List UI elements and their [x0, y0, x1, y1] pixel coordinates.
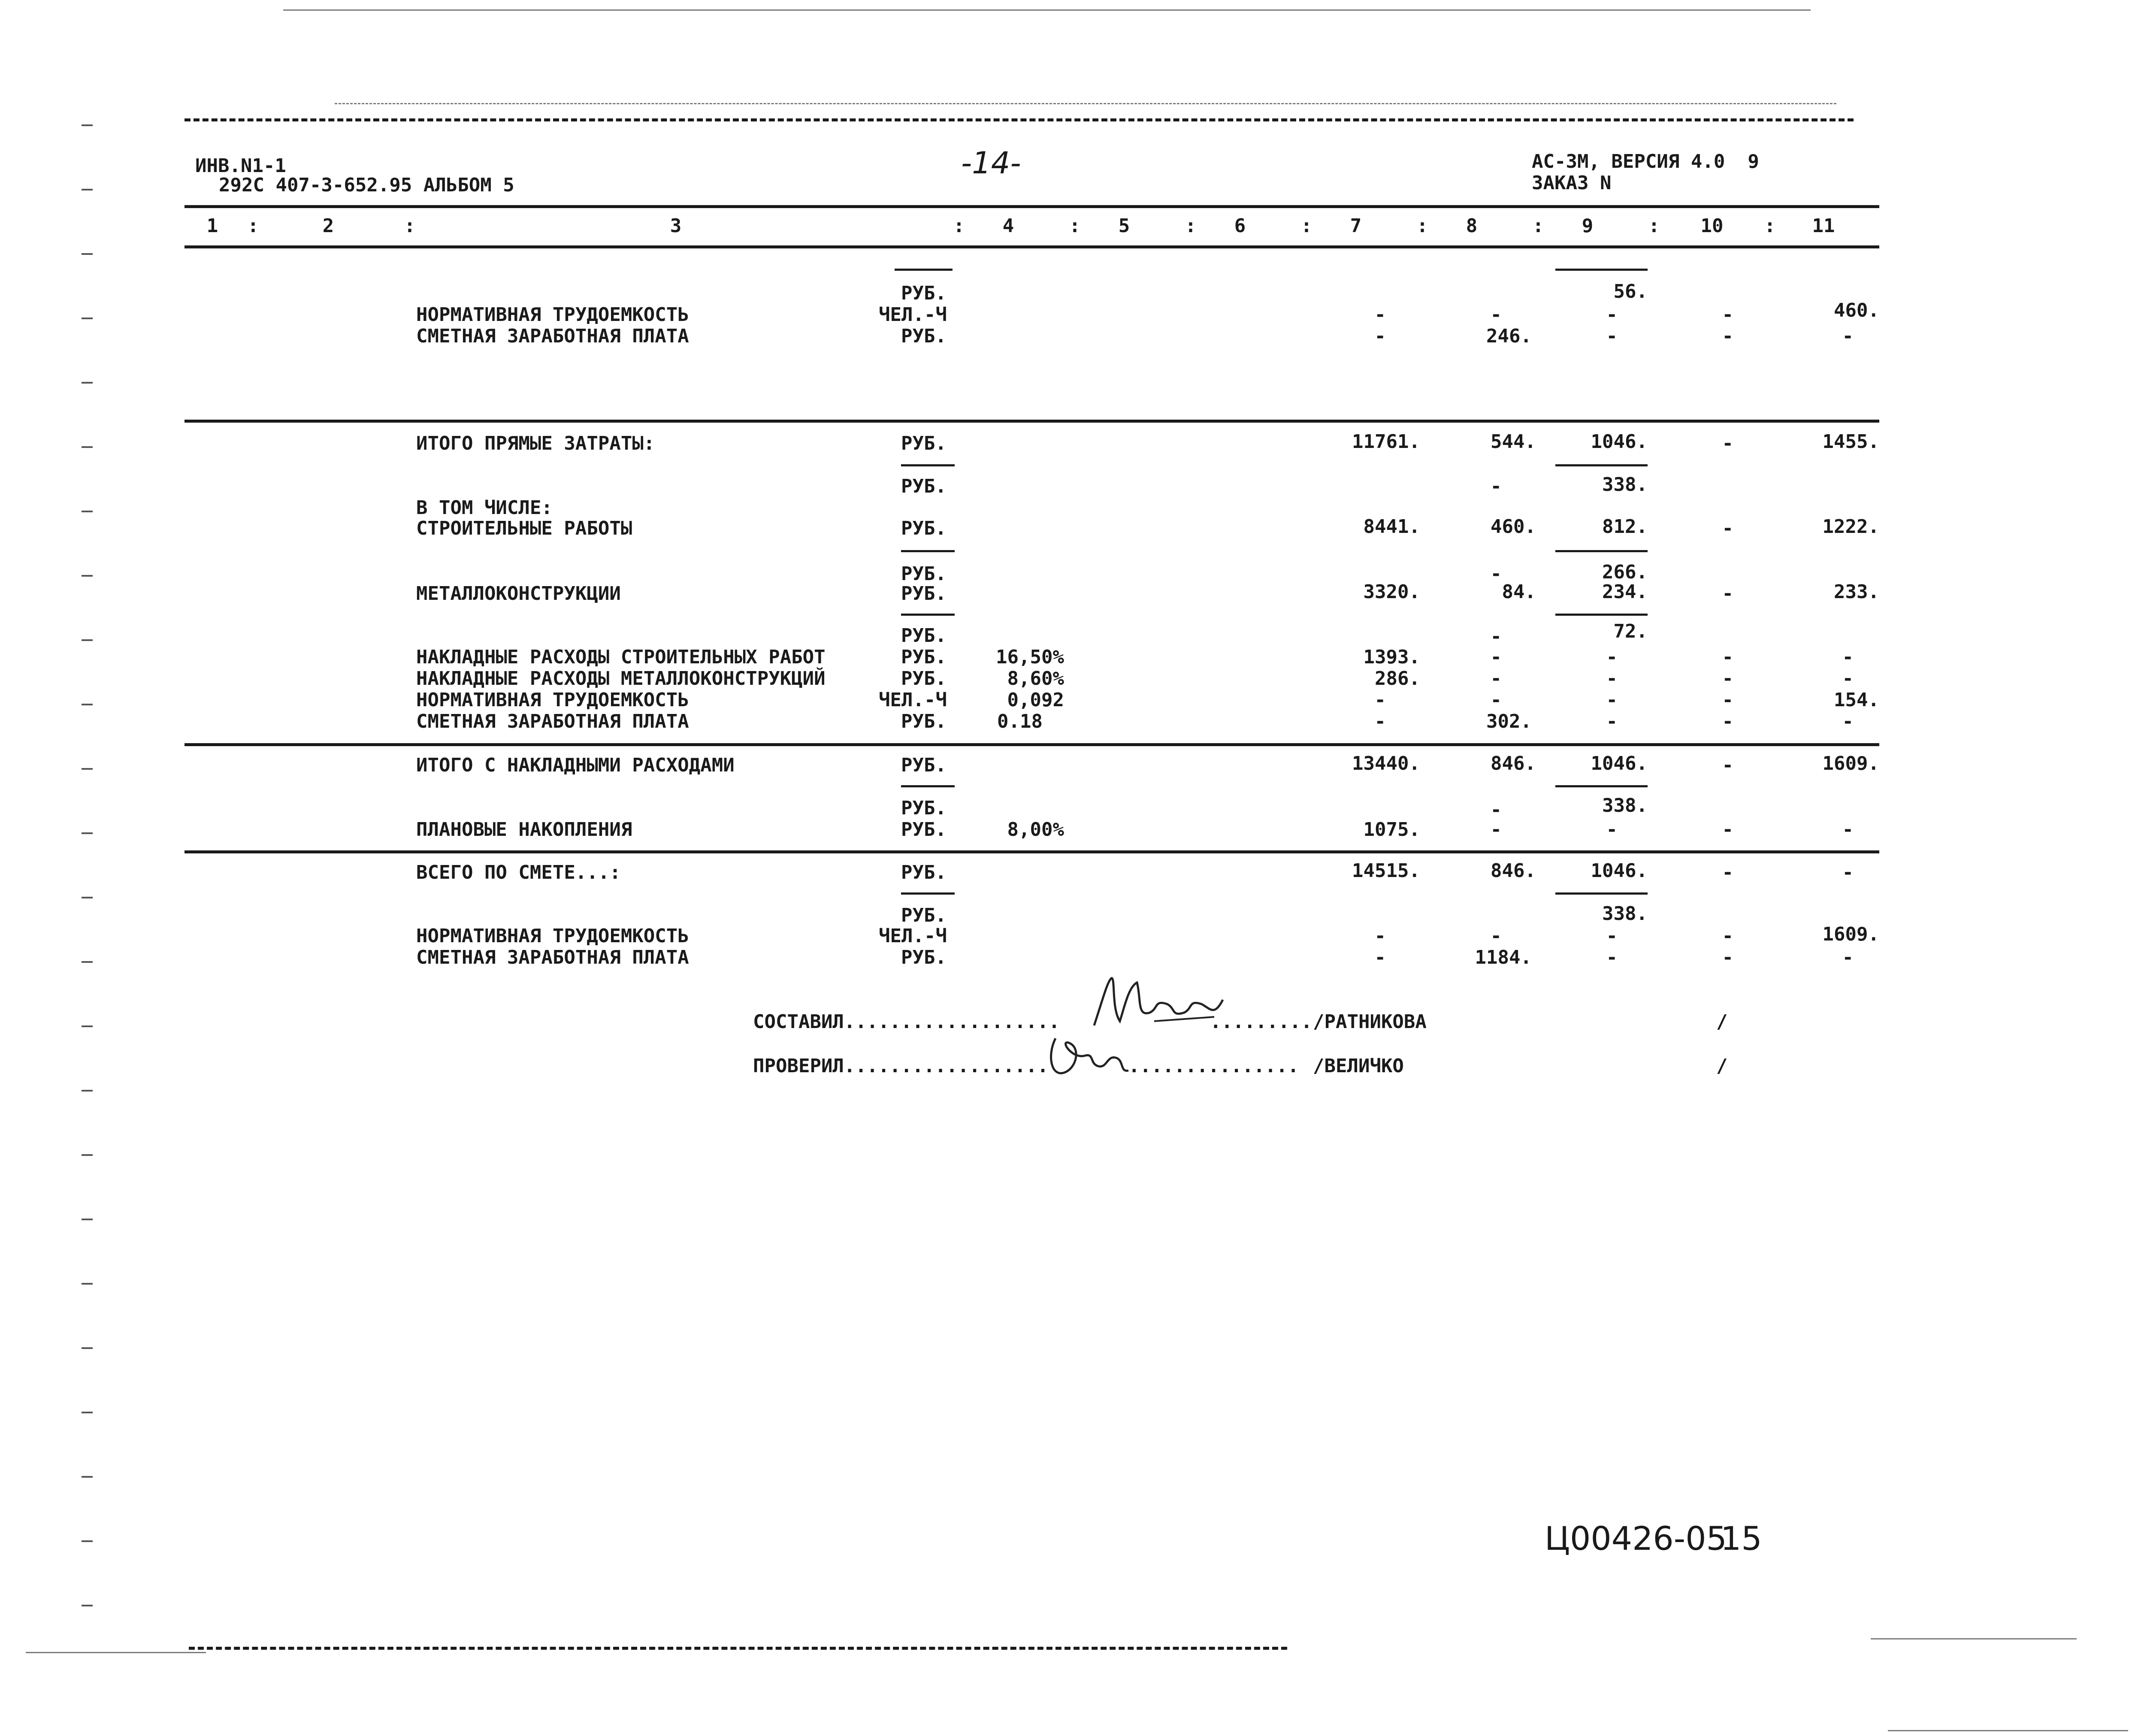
cell-7: -: [1374, 947, 1386, 968]
cell-9: 338.: [1602, 474, 1648, 496]
col-5: 5: [1118, 215, 1130, 237]
row-label: ПЛАНОВЫЕ НАКОПЛЕНИЯ: [416, 819, 632, 841]
cell-4: 0.18: [997, 711, 1043, 732]
cell-10: -: [1722, 754, 1733, 776]
cell-8: -: [1490, 304, 1502, 326]
col-6: 6: [1234, 215, 1246, 237]
sheet-number: 15: [1721, 1519, 1762, 1558]
row-label: ВСЕГО ПО СМЕТЕ...:: [416, 862, 621, 883]
archive-stamp: Ц00426-05: [1545, 1519, 1727, 1558]
cell-9: 1046.: [1591, 753, 1648, 774]
row-label: МЕТАЛЛОКОНСТРУКЦИИ: [416, 583, 621, 605]
cell-10: -: [1722, 432, 1733, 454]
col-8: 8: [1466, 215, 1478, 237]
cell-11: -: [1842, 325, 1854, 347]
cell-10: -: [1722, 689, 1733, 711]
row-label: СМЕТНАЯ ЗАРАБОТНАЯ ПЛАТА: [416, 947, 689, 968]
cell-10: -: [1722, 583, 1733, 605]
unit: РУБ.: [901, 668, 947, 690]
checked-dots: ...............: [1128, 1055, 1299, 1077]
cell-9: -: [1606, 304, 1618, 326]
unit-underline: [901, 464, 955, 466]
row-label: ИТОГО ПРЯМЫЕ ЗАТРАТЫ:: [416, 432, 655, 454]
cell-9: 1046.: [1591, 860, 1648, 882]
col-7: 7: [1350, 215, 1362, 237]
col-sep: :: [1532, 215, 1544, 237]
cell-4: 16,50%: [996, 646, 1064, 668]
cell-8: -: [1490, 626, 1502, 647]
unit: ЧЕЛ.-Ч: [879, 925, 947, 947]
unit-underline: [901, 550, 955, 552]
cell-9: 338.: [1602, 903, 1648, 925]
margin-tick: [82, 897, 93, 898]
unit: РУБ.: [901, 563, 947, 585]
cell-7: 11761.: [1352, 431, 1420, 453]
cell-9: -: [1606, 947, 1618, 968]
checked-slash: /: [1716, 1055, 1728, 1077]
unit-underline: [895, 269, 953, 271]
cell-8: 302.: [1486, 711, 1532, 732]
cell-4: 8,60%: [1007, 668, 1064, 690]
cell-10: -: [1722, 304, 1733, 326]
bottom-dash-line: [189, 1647, 1287, 1650]
cell-8: 460.: [1491, 516, 1536, 538]
value-underline: [1555, 269, 1648, 271]
margin-tick: [82, 832, 93, 834]
unit: РУБ.: [901, 947, 947, 968]
unit: РУБ.: [901, 625, 947, 647]
margin-tick: [82, 575, 93, 577]
margin-tick: [82, 1347, 93, 1349]
section-rule: [184, 420, 1879, 423]
column-header-top-rule: [184, 205, 1879, 208]
cell-10: -: [1722, 646, 1733, 668]
cell-11: 1609.: [1822, 753, 1879, 774]
unit: РУБ.: [901, 711, 947, 732]
header-faint-line: [335, 103, 1836, 104]
cell-11: -: [1842, 668, 1854, 690]
cell-8: -: [1490, 689, 1502, 711]
cell-8: -: [1490, 646, 1502, 668]
page-number: -14-: [961, 145, 1021, 181]
margin-tick: [82, 1476, 93, 1478]
unit: РУБ.: [901, 517, 947, 539]
margin-tick: [82, 253, 93, 255]
unit: РУБ.: [901, 819, 947, 841]
cell-7: 8441.: [1363, 516, 1420, 538]
unit: РУБ.: [901, 646, 947, 668]
handwritten-signature-icon: [1086, 974, 1227, 1034]
cell-8: -: [1490, 668, 1502, 690]
row-label: ИТОГО С НАКЛАДНЫМИ РАСХОДАМИ: [416, 754, 735, 776]
cell-4: 0,092: [1007, 689, 1064, 711]
margin-tick: [82, 382, 93, 384]
unit: РУБ.: [901, 325, 947, 347]
cell-7: 14515.: [1352, 860, 1420, 882]
col-1: 1: [206, 215, 218, 237]
cell-9: -: [1606, 325, 1618, 347]
margin-tick: [82, 1540, 93, 1542]
compiled-label: СОСТАВИЛ...................: [753, 1011, 1060, 1033]
col-9: 9: [1582, 215, 1594, 237]
section-rule: [184, 850, 1879, 853]
col-3: 3: [670, 215, 682, 237]
margin-tick: [82, 1605, 93, 1606]
col-4: 4: [1002, 215, 1014, 237]
unit: ЧЕЛ.-Ч: [879, 689, 947, 711]
margin-tick: [82, 511, 93, 512]
checked-name: /ВЕЛИЧКО: [1313, 1055, 1404, 1077]
cell-9: 338.: [1602, 795, 1648, 817]
cell-11: 154.: [1834, 689, 1879, 711]
cell-9: -: [1606, 646, 1618, 668]
cell-8: 84.: [1502, 581, 1536, 603]
cell-11: 1455.: [1822, 431, 1879, 453]
cell-10: -: [1722, 325, 1733, 347]
margin-tick: [82, 124, 93, 126]
cell-10: -: [1722, 711, 1733, 732]
cell-7: -: [1374, 304, 1386, 326]
unit: РУБ.: [901, 475, 947, 497]
cell-9: -: [1606, 689, 1618, 711]
header-dash-line: [184, 118, 1854, 121]
cell-8: 544.: [1491, 431, 1536, 453]
cell-9: 812.: [1602, 516, 1648, 538]
cell-7: -: [1374, 925, 1386, 947]
cell-10: -: [1722, 925, 1733, 947]
unit-underline: [901, 892, 955, 895]
top-border-line: [283, 9, 1811, 11]
cell-9: 1046.: [1591, 431, 1648, 453]
col-sep: :: [1648, 215, 1660, 237]
col-sep: :: [247, 215, 259, 237]
bottom-right-line: [1888, 1730, 2128, 1731]
unit-underline: [901, 614, 955, 616]
cell-11: 1609.: [1822, 923, 1879, 945]
margin-tick: [82, 446, 93, 448]
cell-11: -: [1842, 862, 1854, 883]
row-label: В ТОМ ЧИСЛЕ:: [416, 497, 553, 519]
col-sep: :: [1300, 215, 1312, 237]
cell-8: 1184.: [1475, 947, 1532, 968]
inventory-number: ИНВ.N1-1: [195, 155, 286, 177]
unit: РУБ.: [901, 432, 947, 454]
row-label: НОРМАТИВНАЯ ТРУДОЕМКОСТЬ: [416, 689, 689, 711]
cell-7: -: [1374, 711, 1386, 732]
handwritten-signature-icon: [1043, 1030, 1137, 1081]
col-sep: :: [1069, 215, 1081, 237]
cell-10: -: [1722, 947, 1733, 968]
cell-4: 8,00%: [1007, 819, 1064, 841]
cell-8: 246.: [1486, 325, 1532, 347]
margin-tick: [82, 1025, 93, 1027]
margin-tick: [82, 961, 93, 963]
unit: РУБ.: [901, 754, 947, 776]
cell-10: -: [1722, 668, 1733, 690]
unit: ЧЕЛ.-Ч: [879, 304, 947, 326]
cell-8: 846.: [1491, 860, 1536, 882]
checked-label: ПРОВЕРИЛ..................: [753, 1055, 1049, 1077]
bottom-left-line: [26, 1652, 206, 1653]
cell-9: 56.: [1613, 281, 1648, 302]
margin-tick: [82, 1090, 93, 1092]
col-sep: :: [404, 215, 416, 237]
cell-8: -: [1490, 563, 1502, 585]
cell-11: 1222.: [1822, 516, 1879, 538]
order-number: ЗАКАЗ N: [1532, 172, 1612, 194]
cell-8: -: [1490, 799, 1502, 821]
row-label: НАКЛАДНЫЕ РАСХОДЫ СТРОИТЕЛЬНЫХ РАБОТ: [416, 646, 826, 668]
row-label: СТРОИТЕЛЬНЫЕ РАБОТЫ: [416, 517, 632, 539]
cell-11: 233.: [1834, 581, 1879, 603]
margin-tick: [82, 1219, 93, 1220]
cell-9: 72.: [1613, 620, 1648, 642]
row-label: СМЕТНАЯ ЗАРАБОТНАЯ ПЛАТА: [416, 711, 689, 732]
margin-tick: [82, 318, 93, 319]
compiled-slash: /: [1716, 1011, 1728, 1033]
value-underline: [1555, 550, 1648, 552]
compiled-dots: .........: [1210, 1011, 1312, 1033]
project-code: 292С 407-3-652.95 АЛЬБОМ 5: [219, 174, 514, 196]
col-sep: :: [953, 215, 965, 237]
col-10: 10: [1700, 215, 1724, 237]
cell-9: -: [1606, 668, 1618, 690]
margin-tick: [82, 639, 93, 641]
cell-9: 234.: [1602, 581, 1648, 603]
cell-9: -: [1606, 925, 1618, 947]
margin-tick: [82, 768, 93, 770]
cell-11: 460.: [1834, 299, 1879, 321]
bottom-right-line: [1871, 1638, 2077, 1639]
col-sep: :: [1416, 215, 1428, 237]
value-underline: [1555, 464, 1648, 466]
cell-8: -: [1490, 475, 1502, 497]
margin-tick: [82, 1283, 93, 1285]
cell-9: 266.: [1602, 561, 1648, 583]
value-underline: [1555, 892, 1648, 895]
row-label: НОРМАТИВНАЯ ТРУДОЕМКОСТЬ: [416, 304, 689, 326]
compiled-name: /РАТНИКОВА: [1313, 1011, 1427, 1033]
unit: РУБ.: [901, 797, 947, 819]
unit-underline: [901, 785, 955, 787]
cell-7: 13440.: [1352, 753, 1420, 774]
value-underline: [1555, 614, 1648, 616]
value-underline: [1555, 785, 1648, 787]
margin-tick: [82, 1412, 93, 1413]
cell-11: -: [1842, 819, 1854, 841]
software-version: АС-3М, ВЕРСИЯ 4.0 9: [1532, 151, 1759, 172]
cell-9: -: [1606, 819, 1618, 841]
row-label: НОРМАТИВНАЯ ТРУДОЕМКОСТЬ: [416, 925, 689, 947]
unit: РУБ.: [901, 904, 947, 926]
cell-10: -: [1722, 819, 1733, 841]
cell-8: -: [1490, 925, 1502, 947]
cell-7: 1393.: [1363, 646, 1420, 668]
cell-7: -: [1374, 325, 1386, 347]
margin-tick: [82, 1154, 93, 1156]
cell-7: 1075.: [1363, 819, 1420, 841]
cell-11: -: [1842, 947, 1854, 968]
margin-tick: [82, 704, 93, 705]
unit: РУБ.: [901, 862, 947, 883]
column-header-bottom-rule: [184, 245, 1879, 248]
section-rule: [184, 743, 1879, 746]
row-label: НАКЛАДНЫЕ РАСХОДЫ МЕТАЛЛОКОНСТРУКЦИЙ: [416, 668, 826, 690]
cell-11: -: [1842, 711, 1854, 732]
col-11: 11: [1812, 215, 1835, 237]
col-sep: :: [1764, 215, 1776, 237]
unit: РУБ.: [901, 583, 947, 605]
cell-7: 286.: [1375, 668, 1420, 690]
col-sep: :: [1185, 215, 1197, 237]
margin-tick: [82, 189, 93, 191]
cell-8: -: [1490, 819, 1502, 841]
cell-9: -: [1606, 711, 1618, 732]
row-label: СМЕТНАЯ ЗАРАБОТНАЯ ПЛАТА: [416, 325, 689, 347]
unit: РУБ.: [901, 282, 947, 304]
cell-8: 846.: [1491, 753, 1536, 774]
cell-10: -: [1722, 862, 1733, 883]
cell-11: -: [1842, 646, 1854, 668]
cell-10: -: [1722, 517, 1733, 539]
cell-7: 3320.: [1363, 581, 1420, 603]
col-2: 2: [322, 215, 334, 237]
cell-7: -: [1374, 689, 1386, 711]
